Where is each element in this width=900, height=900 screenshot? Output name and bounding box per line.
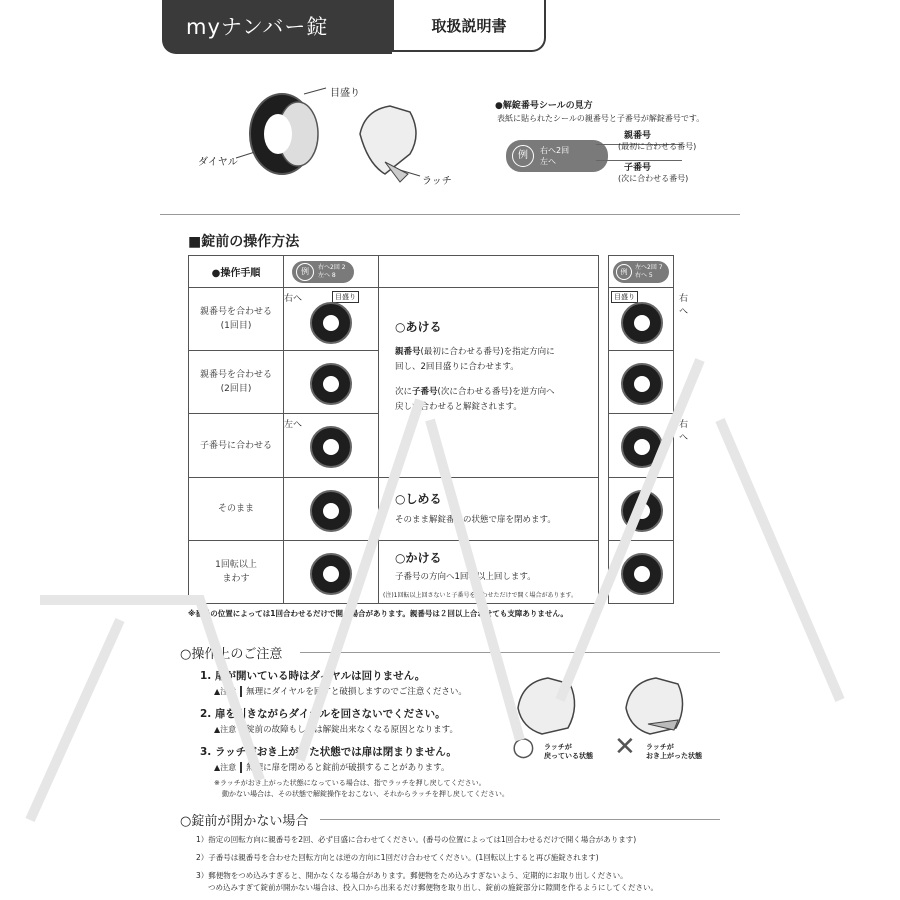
row3-label [189,414,284,477]
caution2-badge-text: 注意 [220,725,237,734]
row5-label1: 1回転以上 [215,559,257,570]
caution3-note-row [214,761,449,773]
right-seal-rei: 例 [616,264,632,280]
row5-label2: まわす [222,573,250,584]
cautions-rule [300,652,720,653]
caution3-note: 無理に扉を閉めると錠前が破損することがあります。 [246,763,450,773]
caution1-badge-text: 注意 [220,687,237,696]
left-seal-line1: 右へ2回 2 [318,263,346,271]
row4-label1: そのまま [217,503,254,514]
right-seal-lines [635,264,663,280]
caution3-badge-text: 注意 [220,763,237,772]
row4-dial [310,490,352,532]
ok-label [544,743,593,761]
ng-label [646,743,702,761]
row3-dir: 左へ [284,420,303,431]
right-row4-dial-center [634,503,650,519]
trouble-rule [320,819,720,820]
caution2-head: 2. 扉を引きながらダイヤルを回さないでください。 [200,708,446,720]
close-text: そのまま解錠番号の状態で扉を閉めます。 [395,514,556,525]
right-row1-dial-center [634,315,650,331]
row1-scale-tag: 目盛り [332,291,359,303]
right-row5-dial [621,553,663,595]
left-seal [292,261,354,283]
right-seal-line2: 右へ 5 [635,271,653,279]
child-title: 子番号 [624,163,652,173]
open-p2-a: 次に [395,387,413,398]
row1-dial [310,302,352,344]
open-p1-a: 親番号 [395,347,421,358]
right-example-table [608,255,689,604]
trouble-title: ○錠前が開かない場合 [180,814,309,829]
right-row5 [609,540,674,603]
row2-dial-cell [284,351,379,414]
scale-pointer [304,88,326,94]
header-empty-cell [379,256,599,288]
caution-sub2: 動かない場合は、その状態で解錠操作をおこない、それからラッチを押し戻してください。 [222,790,509,798]
caution1-badge: ▲注意 [214,686,242,697]
right-row2-dial-center [634,376,650,392]
row2-label [189,351,284,414]
dial-face [264,114,292,154]
trouble-item1: 1）指定の回転方向に親番号を2回、必ず目盛に合わせてください。(番号の位置によっては1回合わせるだけで開く場合があります) [196,835,637,844]
close-instructions [379,477,599,540]
right-seal-line1: 左へ2回 7 [635,263,663,271]
dial-label: ダイヤル [198,157,238,168]
dial-pointer [236,152,255,158]
caution-sub1: ※ラッチがおき上がった状態になっている場合は、指でラッチを押し戻してください。 [214,779,486,787]
operation-title: ■錠前の操作方法 [188,234,300,250]
trouble-item3: 3）郵便物をつめ込みすぎると、開かなくなる場合があります。郵便物をため込みすぎないよう、定期的にお取り出しください。 [196,871,628,880]
ok-label1: ラッチが [544,743,572,751]
caution2-badge: ▲注意 [214,724,242,735]
left-seal-lines [318,264,346,280]
row5-dial [310,553,352,595]
row1-label2: (1回目) [220,321,252,332]
right-row5-dial-center [634,566,650,582]
right-row1-dir: 右へ [679,294,689,318]
seal-line1: 右へ2回 [540,146,570,155]
row5-dial-cell [284,540,379,603]
caution1-note-row [214,685,467,697]
right-row3 [609,414,689,477]
header-title: myナンバー錠 [162,0,392,54]
header-subtitle-text: 取扱説明書 [431,17,507,35]
left-seal-cell [284,256,379,288]
close-title: ○しめる [395,491,442,506]
open-p2-c: (次に合わせる番号)を逆方向へ [437,387,555,398]
row2-label2: (2回目) [220,384,252,395]
operation-table [188,255,599,604]
scale-label: 目盛り [330,88,360,99]
seal-info-desc: 表紙に貼られたシールの親番号と子番号が解錠番号です。 [497,114,705,123]
ok-mark: ○ [512,732,535,762]
open-para1 [395,345,598,375]
ok-label2: 戻っている状態 [544,752,593,760]
row4-label [189,477,284,540]
trouble-item2: 2）子番号は親番号を合わせた回転方向とは逆の方向に1回だけ合わせてください。(1回転以上すると再び施錠されます) [196,853,599,862]
row1-dial-cell [284,288,379,351]
latch-ok-body [518,678,575,734]
ng-label2: おき上がった状態 [646,752,702,760]
seal-line2: 左へ [540,157,556,166]
row2-label1: 親番号を合わせる [199,370,272,381]
right-row4 [609,477,674,540]
row3-dial-center [323,439,339,455]
seal-example [506,140,608,172]
right-row1 [609,288,689,351]
right-row3-dial [621,426,663,468]
open-para2 [395,385,598,415]
right-row2 [609,351,674,414]
row5-dial-center [323,566,339,582]
open-p2-b: 子番号 [412,387,438,398]
caution3-head: 3. ラッチがおき上がった状態では扉は閉まりません。 [200,746,457,758]
right-row2-dial [621,363,663,405]
right-seal [613,261,669,283]
ng-label1: ラッチが [646,743,674,751]
caution1-note: 無理にダイヤルを回すと破損しますのでご注意ください。 [246,687,467,697]
operation-footnote: ※番号の位置によっては1回合わせるだけで開く場合があります。親番号は２回以上合わせても支障ありません。 [188,609,568,618]
latch-state-illustrations [508,668,718,738]
row2-dial [310,363,352,405]
caution2-note: 錠前の故障もしくは解錠出来なくなる原因となります。 [246,725,458,735]
row1-label [189,288,284,351]
caution1-head: 1. 扉が開いている時はダイヤルは回りません。 [200,670,426,682]
lock-text: 子番号の方向へ1回転以上回します。 [395,571,536,582]
seal-rei: 例 [512,145,534,167]
row5-label [189,540,284,603]
right-row3-dir: 右へ [679,420,689,444]
open-p2-d: 戻して合わせると解錠されます。 [395,402,522,413]
parent-desc: (最初に合わせる番号) [618,142,697,151]
steps-header: ●操作手順 [189,256,284,288]
divider-top [160,214,740,215]
child-desc: (次に合わせる番号) [618,174,689,183]
right-row3-dial-center [634,439,650,455]
right-row4-dial [621,490,663,532]
open-instructions [379,288,599,478]
right-row1-scale-tag: 目盛り [611,291,638,303]
row4-dial-cell [284,477,379,540]
row4-dial-center [323,503,339,519]
seal-lines [540,145,569,167]
row1-dial-center [323,315,339,331]
row1-dir: 右へ [284,294,303,305]
caution3-badge: ▲注意 [214,762,242,773]
seal-info-heading: ●解錠番号シールの見方 [495,101,593,111]
right-row1-dial [621,302,663,344]
left-seal-line2: 左へ 8 [318,271,336,279]
open-p1-c: 回し、2回目盛りに合わせます。 [395,362,519,373]
row3-dial [310,426,352,468]
row3-label1: 子番号に合わせる [199,440,272,451]
lock-note: (注)1回転以上回さないと子番号を合わせただけで開く場合があります。 [383,591,578,599]
row1-label1: 親番号を合わせる [199,307,272,318]
lock-instructions [379,540,599,603]
right-seal-cell [609,256,674,288]
open-p1-b: (最初に合わせる番号)を指定方向に [420,347,555,358]
ng-mark: ✕ [614,732,636,762]
parent-title: 親番号 [624,131,652,141]
caution2-note-row [214,723,458,735]
header-subtitle [392,0,546,52]
trouble-item3b: つめ込みすぎて錠前が開かない場合は、投入口から出来るだけ郵便物を取り出し、錠前の施錠部分に隙間を作るようにしてください。 [208,883,658,892]
open-title: ○あける [395,320,442,335]
latch-label: ラッチ [422,176,452,187]
cautions-title: ○操作上のご注意 [180,647,283,662]
lock-title: ○かける [395,550,442,565]
left-seal-rei: 例 [296,263,314,281]
row3-dial-cell [284,414,379,477]
row2-dial-center [323,376,339,392]
